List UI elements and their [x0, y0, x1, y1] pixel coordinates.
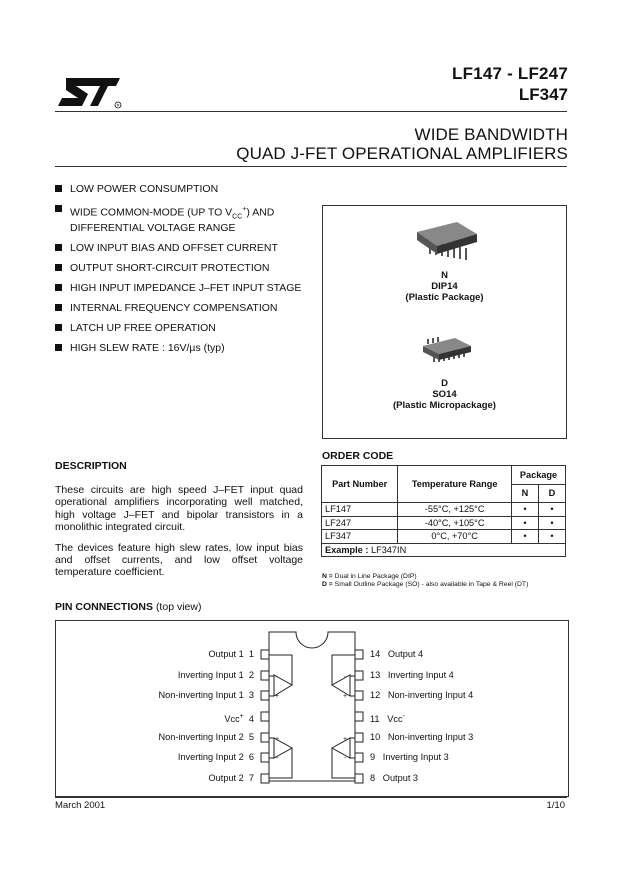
pin-label-1: Output 1 1 [208, 649, 254, 659]
svg-text:-: - [276, 674, 279, 681]
description-heading: DESCRIPTION [55, 460, 127, 472]
col-part-number: Part Number [322, 466, 398, 503]
dip14-package-icon [415, 220, 479, 264]
header-rule [55, 111, 567, 112]
pin-label-5: Non-inverting Input 2 5 [158, 732, 254, 742]
bullet-icon [55, 244, 62, 251]
col-package: Package [512, 466, 566, 485]
feature-item: INTERNAL FREQUENCY COMPENSATION [55, 303, 305, 315]
dip-name: DIP14 [431, 281, 458, 292]
pin-label-3: Non-inverting Input 1 3 [158, 690, 254, 700]
so-desc: (Plastic Micropackage) [393, 400, 496, 411]
pin-label-11: 11 Vcc- [370, 713, 405, 725]
footer-page: 1/10 [546, 800, 565, 811]
description-text: These circuits are high speed J–FET input quad operational amplifiers incorporating well matched, high voltage J–FET and bipolar transistors in a monolithic integrated circuit. The devices feature high slew rates, low input bias and offset currents, and low offset voltage temperature coefficient. [55, 484, 303, 579]
bullet-icon [55, 264, 62, 271]
st-logo [58, 70, 122, 112]
pin-diagram-box [55, 620, 569, 797]
feature-item: LOW POWER CONSUMPTION [55, 184, 305, 196]
footer-rule [55, 797, 567, 798]
pin-label-2: Inverting Input 1 2 [177, 670, 254, 680]
left-pin-labels [56, 621, 254, 796]
bullet-icon [55, 304, 62, 311]
table-row: LF147 -55°C, +125°C • • [322, 503, 566, 517]
table-row: LF347 0°C, +70°C • • [322, 530, 566, 544]
pin-label-6: Inverting Input 2 6 [177, 752, 254, 762]
bullet-icon [55, 185, 62, 192]
so-letter: D [441, 378, 448, 389]
table-row: LF247 -40°C, +105°C • • [322, 516, 566, 530]
pin-label-7: Output 2 7 [208, 773, 254, 783]
title-line2: QUAD J-FET OPERATIONAL AMPLIFIERS [236, 144, 568, 163]
example-row: Example : LF347IN [322, 543, 566, 557]
svg-text:R: R [116, 102, 120, 108]
bullet-icon [55, 344, 62, 351]
pin-label-10: 10 Non-inverting Input 3 [370, 732, 474, 742]
feature-item: HIGH INPUT IMPEDANCE J–FET INPUT STAGE [55, 283, 305, 295]
so-name: SO14 [432, 389, 457, 400]
pin-label-12: 12 Non-inverting Input 4 [370, 690, 474, 700]
part-numbers-line1: LF147 - LF247 [452, 64, 568, 83]
svg-text:-: - [276, 755, 279, 762]
svg-text:+: + [343, 693, 348, 700]
pin-label-9: 9 Inverting Input 3 [370, 752, 449, 762]
title-line1: WIDE BANDWIDTH [414, 125, 568, 144]
svg-text:-: - [344, 755, 347, 762]
title-rule [55, 166, 567, 167]
part-numbers-line2: LF347 [518, 85, 568, 104]
col-d: D [539, 484, 566, 503]
dip-letter: N [441, 270, 448, 281]
order-code-heading: ORDER CODE [322, 450, 394, 462]
package-legend: N = Dual in Line Package (DIP) D = Small Outline Package (SO) - also available in Tape & Reel (DT) [322, 573, 529, 588]
col-temperature-range: Temperature Range [398, 466, 512, 503]
right-pin-labels [370, 621, 560, 796]
footer-date: March 2001 [55, 800, 106, 811]
package-box [322, 205, 567, 439]
feature-item: HIGH SLEW RATE : 16V/µs (typ) [55, 343, 305, 355]
order-code-table [321, 465, 566, 557]
feature-item: WIDE COMMON-MODE (UP TO $V_{CC}^+$) AND DIFFERENTIAL VOLTAGE RANGE [55, 204, 305, 235]
so14-package-icon [421, 334, 473, 366]
feature-item: LATCH UP FREE OPERATION [55, 323, 305, 335]
pin-label-14: 14 Output 4 [370, 649, 424, 659]
svg-text:+: + [275, 736, 280, 743]
pin-connections-heading: PIN CONNECTIONS (top view) [55, 601, 202, 613]
pin-label-4: Vcc+ 4 [224, 713, 254, 725]
svg-text:-: - [344, 674, 347, 681]
bullet-icon [55, 205, 62, 212]
feature-list [55, 184, 305, 363]
svg-text:+: + [343, 736, 348, 743]
svg-text:+: + [275, 693, 280, 700]
feature-item: OUTPUT SHORT-CIRCUIT PROTECTION [55, 263, 305, 275]
dip-desc: (Plastic Package) [405, 292, 484, 303]
feature-item: LOW INPUT BIAS AND OFFSET CURRENT [55, 243, 305, 255]
pin-label-13: 13 Inverting Input 4 [370, 670, 454, 680]
bullet-icon [55, 284, 62, 291]
col-n: N [512, 484, 539, 503]
pin-label-8: 8 Output 3 [370, 773, 419, 783]
bullet-icon [55, 324, 62, 331]
